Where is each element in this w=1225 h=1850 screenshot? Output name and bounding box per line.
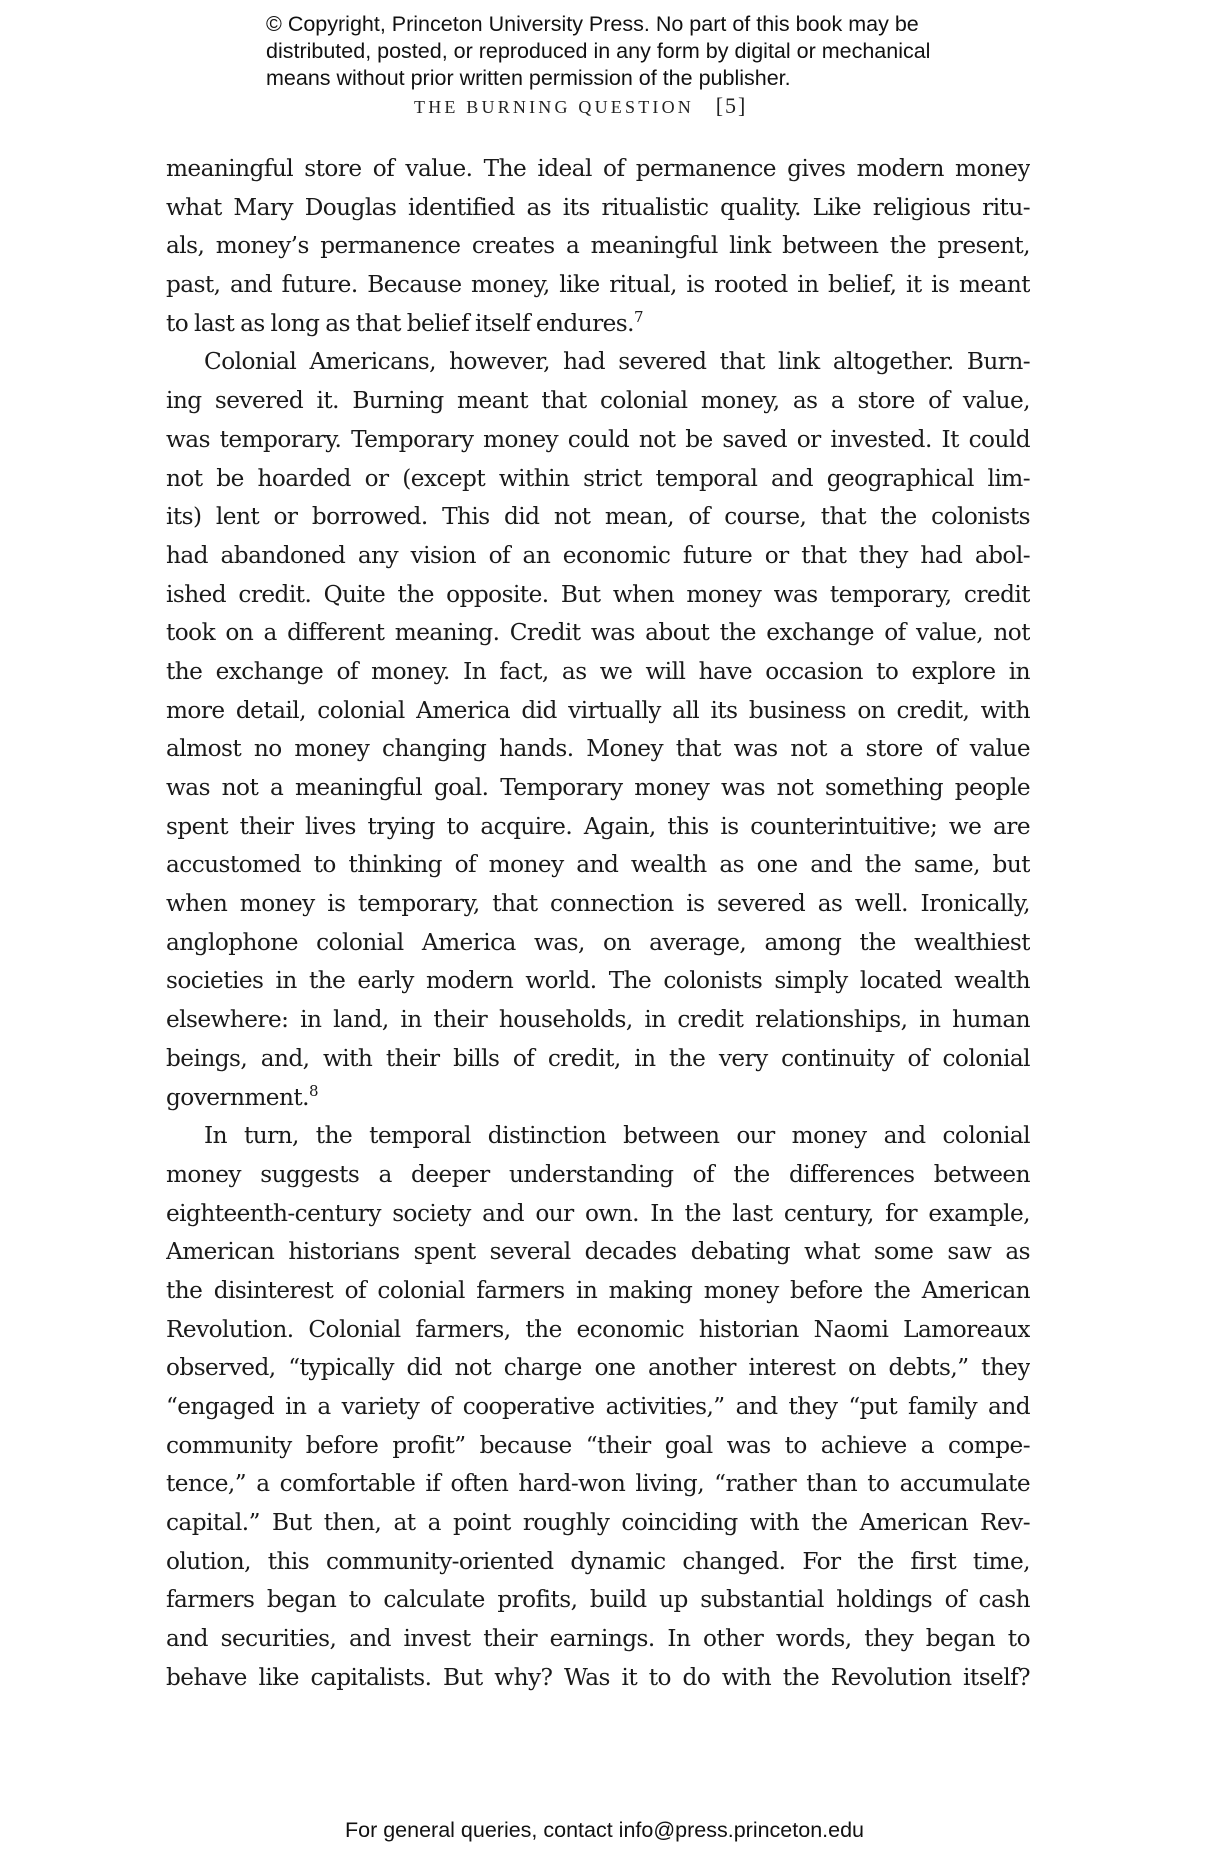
text-line: societies in the early modern world. The colonists simply located wealth [166,967,1030,995]
text-line: behave like capitalists. But why? Was it to do with the Revolution itself? [166,1663,1030,1691]
body-text [166,150,1030,1698]
text-line: not be hoarded or (except within strict temporal and geographical lim- [166,464,1030,492]
footnote-marker: 8 [308,1081,318,1100]
text-line: took on a different meaning. Credit was about the exchange of value, not [166,619,1030,647]
copyright-line: © Copyright, Princeton University Press. No part of this book may be [266,12,919,36]
text-line: its) lent or borrowed. This did not mean, of course, that the colonists [166,503,1030,531]
running-head-title: THE BURNING QUESTION [414,97,694,117]
text-line [166,305,1030,344]
text-line: was not a meaningful goal. Temporary money was not something people [166,774,1030,801]
text-line: accustomed to thinking of money and wealth as one and the same, but [166,851,1030,879]
text-line: when money is temporary, that connection is severed as well. Ironically, [166,890,1030,918]
page-number: [5] [715,93,748,118]
text-line: community before profit” because “their goal was to achieve a compe- [166,1431,1030,1459]
text-line: was temporary. Temporary money could not be saved or invested. It could [166,425,1030,453]
footnote-marker: 7 [633,307,643,326]
text-line: anglophone colonial America was, on average, among the wealthiest [166,928,1030,956]
text-line: almost no money changing hands. Money that was not a store of value [166,735,1030,763]
text-line: “engaged in a variety of cooperative activities,” and they “put family and [166,1393,1030,1420]
text-line: capital.” But then, at a point roughly coinciding with the American Rev- [166,1509,1030,1537]
text-line: ished credit. Quite the opposite. But when money was temporary, credit [166,580,1030,608]
text-line: spent their lives trying to acquire. Again, this is counterintuitive; we are [166,812,1030,840]
running-head [414,93,747,119]
text-line: In turn, the temporal distinction between our money and colonial [204,1122,1030,1150]
text-line-content: government. [166,1083,309,1111]
text-line: past, and future. Because money, like ritual, is rooted in belief, it is meant [166,271,1030,299]
copyright-line: means without prior written permission of the publisher. [266,66,791,90]
text-line: eighteenth-century society and our own. In the last century, for example, [166,1199,1030,1227]
text-line: tence,” a comfortable if often hard-won living, “rather than to accumulate [166,1470,1030,1498]
copyright-notice [266,11,1026,92]
text-line: observed, “typically did not charge one another interest on debts,” they [166,1354,1030,1382]
text-line: what Mary Douglas identified as its ritualistic quality. Like religious ritu- [166,193,1030,221]
text-line [166,1079,1030,1118]
text-line: had abandoned any vision of an economic future or that they had abol- [166,541,1030,569]
text-line: ing severed it. Burning meant that colonial money, as a store of value, [166,387,1030,415]
text-line: and securities, and invest their earnings. In other words, they began to [166,1625,1030,1653]
text-line: beings, and, with their bills of credit, in the very continuity of colonial [166,1044,1030,1072]
text-line: elsewhere: in land, in their households, in credit relationships, in human [166,1006,1030,1034]
footer-contact: For general queries, contact info@press.princeton.edu [345,1818,865,1842]
text-line: farmers began to calculate profits, build up substantial holdings of cash [166,1586,1030,1614]
text-line: American historians spent several decades debating what some saw as [166,1238,1030,1266]
text-line: als, money’s permanence creates a meaningful link between the present, [166,232,1030,260]
text-line: meaningful store of value. The ideal of permanence gives modern money [166,155,1030,182]
text-line: Revolution. Colonial farmers, the economic historian Naomi Lamoreaux [166,1315,1030,1343]
text-line: olution, this community-oriented dynamic changed. For the first time, [166,1547,1030,1575]
copyright-line: distributed, posted, or reproduced in any form by digital or mechanical [266,39,931,63]
text-line: Colonial Americans, however, had severed that link altogether. Burn- [204,348,1030,376]
text-line: the disinterest of colonial farmers in making money before the American [166,1276,1030,1304]
text-line: money suggests a deeper understanding of the differences between [166,1160,1030,1188]
text-line-content: to last as long as that belief itself endures. [166,309,634,337]
text-line: the exchange of money. In fact, as we will have occasion to explore in [166,657,1030,685]
text-line: more detail, colonial America did virtually all its business on credit, with [166,696,1030,724]
